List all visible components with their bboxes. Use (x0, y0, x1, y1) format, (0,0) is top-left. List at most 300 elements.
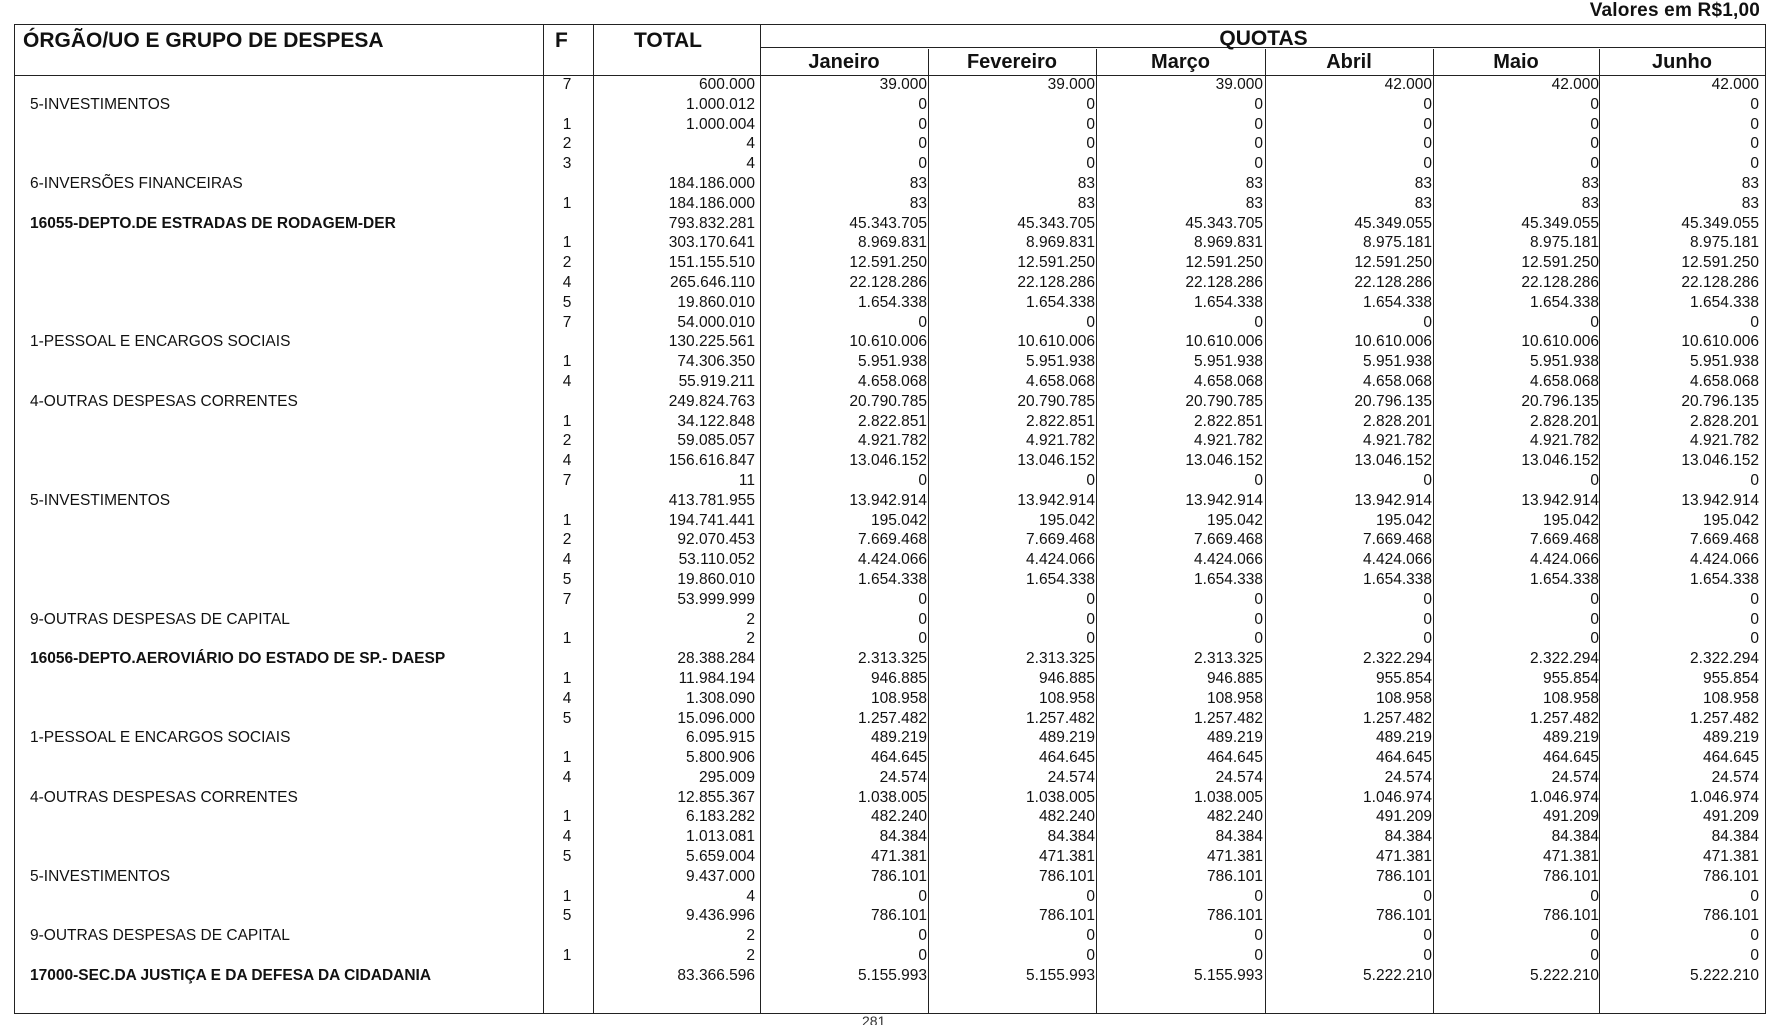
row-quota-maio: 0 (1590, 927, 1599, 945)
row-quota-abril: 20.796.135 (1354, 392, 1432, 410)
row-quota-abril: 1.257.482 (1363, 709, 1432, 727)
row-quota-março: 0 (1254, 887, 1263, 905)
row-total: 34.122.848 (677, 412, 755, 430)
row-total: 92.070.453 (677, 531, 755, 549)
row-quota-abril: 0 (1423, 887, 1432, 905)
row-quota-junho: 0 (1750, 155, 1759, 173)
row-quota-abril: 108.958 (1375, 689, 1432, 707)
row-quota-março: 786.101 (1206, 867, 1263, 885)
table-row (15, 788, 1765, 808)
row-f: 1 (562, 194, 572, 212)
row-quota-abril: 8.975.181 (1363, 234, 1432, 252)
row-quota-janeiro: 10.610.006 (849, 333, 927, 351)
row-quota-fevereiro: 22.128.286 (1017, 273, 1095, 291)
row-quota-fevereiro: 39.000 (1047, 76, 1095, 93)
row-f: 2 (562, 531, 572, 549)
row-quota-março: 195.042 (1206, 511, 1263, 529)
row-total: 4 (746, 135, 755, 153)
row-quota-junho: 0 (1750, 887, 1759, 905)
row-quota-maio: 24.574 (1551, 768, 1599, 786)
row-quota-março: 5.951.938 (1194, 353, 1263, 371)
row-quota-maio: 8.975.181 (1530, 234, 1599, 252)
row-quota-junho: 84.384 (1711, 828, 1759, 846)
row-total: 295.009 (698, 768, 755, 786)
row-quota-abril: 195.042 (1375, 511, 1432, 529)
row-quota-junho: 0 (1750, 630, 1759, 648)
row-quota-maio: 4.424.066 (1530, 551, 1599, 569)
row-quota-maio: 0 (1590, 887, 1599, 905)
row-quota-fevereiro: 10.610.006 (1017, 333, 1095, 351)
table-row (15, 174, 1765, 194)
row-quota-janeiro: 24.574 (879, 768, 927, 786)
row-total: 249.824.763 (668, 392, 755, 410)
row-quota-fevereiro: 12.591.250 (1017, 254, 1095, 272)
row-quota-fevereiro: 4.424.066 (1026, 551, 1095, 569)
row-quota-maio: 4.921.782 (1530, 432, 1599, 450)
row-quota-maio: 786.101 (1542, 907, 1599, 925)
row-quota-junho: 22.128.286 (1681, 273, 1759, 291)
row-quota-maio: 2.828.201 (1530, 412, 1599, 430)
row-quota-janeiro: 1.257.482 (858, 709, 927, 727)
row-quota-junho: 24.574 (1711, 768, 1759, 786)
row-quota-março: 39.000 (1215, 76, 1263, 93)
row-quota-março: 0 (1254, 590, 1263, 608)
row-quota-abril: 0 (1423, 135, 1432, 153)
row-quota-junho: 471.381 (1702, 848, 1759, 866)
row-quota-fevereiro: 108.958 (1038, 689, 1095, 707)
row-total: 6.095.915 (686, 729, 755, 747)
row-quota-abril: 83 (1414, 174, 1432, 192)
row-total: 53.999.999 (677, 590, 755, 608)
row-quota-maio: 0 (1590, 947, 1599, 965)
row-quota-janeiro: 464.645 (870, 749, 927, 767)
row-quota-janeiro: 5.155.993 (858, 966, 927, 984)
row-quota-março: 83 (1245, 174, 1263, 192)
row-quota-março: 84.384 (1215, 828, 1263, 846)
row-quota-junho: 5.951.938 (1690, 353, 1759, 371)
row-quota-junho: 0 (1750, 313, 1759, 331)
row-quota-março: 482.240 (1206, 808, 1263, 826)
row-total: 9.437.000 (686, 867, 755, 885)
row-quota-maio: 0 (1590, 155, 1599, 173)
row-quota-junho: 464.645 (1702, 749, 1759, 767)
row-quota-abril: 0 (1423, 95, 1432, 113)
table-body (15, 75, 1765, 986)
row-f: 3 (562, 155, 572, 173)
table-row (15, 451, 1765, 471)
row-quota-abril: 5.222.210 (1363, 966, 1432, 984)
row-f: 4 (562, 452, 572, 470)
row-quota-janeiro: 13.046.152 (849, 452, 927, 470)
row-quota-abril: 13.046.152 (1354, 452, 1432, 470)
row-quota-abril: 42.000 (1384, 76, 1432, 93)
row-quota-maio: 489.219 (1542, 729, 1599, 747)
row-quota-janeiro: 786.101 (870, 907, 927, 925)
row-quota-janeiro: 39.000 (879, 76, 927, 93)
row-quota-março: 8.969.831 (1194, 234, 1263, 252)
table-row (15, 115, 1765, 135)
row-f: 1 (562, 511, 572, 529)
row-total: 1.000.012 (686, 95, 755, 113)
row-quota-janeiro: 45.343.705 (849, 214, 927, 232)
row-quota-março: 1.654.338 (1194, 293, 1263, 311)
row-quota-janeiro: 482.240 (870, 808, 927, 826)
row-total: 28.388.284 (677, 650, 755, 668)
row-f: 2 (562, 432, 572, 450)
row-quota-janeiro: 0 (918, 630, 927, 648)
row-quota-fevereiro: 0 (1086, 155, 1095, 173)
row-total: 9.436.996 (686, 907, 755, 925)
row-quota-abril: 489.219 (1375, 729, 1432, 747)
row-total: 265.646.110 (669, 273, 755, 291)
row-quota-maio: 1.654.338 (1530, 293, 1599, 311)
row-quota-abril: 0 (1423, 313, 1432, 331)
row-quota-maio: 83 (1581, 194, 1599, 212)
header-month-janeiro: Janeiro (808, 51, 880, 73)
row-quota-março: 0 (1254, 927, 1263, 945)
row-quota-abril: 4.658.068 (1363, 372, 1432, 390)
table-row (15, 669, 1765, 689)
row-quota-fevereiro: 786.101 (1038, 907, 1095, 925)
row-total: 184.186.000 (668, 174, 755, 192)
row-total: 12.855.367 (677, 788, 755, 806)
row-quota-março: 22.128.286 (1185, 273, 1263, 291)
row-label: 5-INVESTIMENTOS (30, 867, 171, 885)
row-quota-fevereiro: 786.101 (1038, 867, 1095, 885)
row-quota-março: 489.219 (1206, 729, 1263, 747)
row-quota-fevereiro: 0 (1086, 471, 1095, 489)
row-quota-abril: 2.828.201 (1363, 412, 1432, 430)
row-quota-março: 4.424.066 (1194, 551, 1263, 569)
row-quota-junho: 7.669.468 (1690, 531, 1759, 549)
row-f: 1 (562, 887, 572, 905)
row-quota-janeiro: 8.969.831 (858, 234, 927, 252)
row-quota-junho: 2.322.294 (1690, 650, 1759, 668)
row-quota-junho: 4.658.068 (1690, 372, 1759, 390)
row-total: 6.183.282 (686, 808, 755, 826)
row-total: 156.616.847 (668, 452, 755, 470)
row-quota-abril: 0 (1423, 155, 1432, 173)
table-row (15, 273, 1765, 293)
table-row (15, 233, 1765, 253)
row-quota-fevereiro: 13.046.152 (1017, 452, 1095, 470)
row-f: 4 (562, 689, 572, 707)
row-total: 19.860.010 (677, 570, 755, 588)
row-quota-junho: 13.046.152 (1681, 452, 1759, 470)
table-row (15, 530, 1765, 550)
row-quota-fevereiro: 83 (1077, 194, 1095, 212)
table-row (15, 768, 1765, 788)
row-quota-junho: 0 (1750, 135, 1759, 153)
row-quota-fevereiro: 83 (1077, 174, 1095, 192)
row-label: 4-OUTRAS DESPESAS CORRENTES (30, 392, 298, 410)
table-row (15, 75, 1765, 95)
row-quota-janeiro: 7.669.468 (858, 531, 927, 549)
row-quota-janeiro: 0 (918, 115, 927, 133)
row-quota-janeiro: 489.219 (870, 729, 927, 747)
table-row (15, 748, 1765, 768)
row-quota-junho: 1.654.338 (1690, 293, 1759, 311)
row-quota-abril: 0 (1423, 630, 1432, 648)
row-quota-maio: 10.610.006 (1521, 333, 1599, 351)
row-quota-março: 7.669.468 (1194, 531, 1263, 549)
row-quota-fevereiro: 1.038.005 (1026, 788, 1095, 806)
row-quota-março: 1.654.338 (1194, 570, 1263, 588)
row-total: 4 (746, 887, 755, 905)
row-quota-março: 946.885 (1206, 669, 1263, 687)
header-month-junho: Junho (1652, 51, 1712, 73)
row-quota-junho: 0 (1750, 947, 1759, 965)
row-quota-maio: 0 (1590, 630, 1599, 648)
table-row (15, 392, 1765, 412)
row-total: 74.306.350 (677, 353, 755, 371)
row-quota-fevereiro: 0 (1086, 135, 1095, 153)
row-quota-abril: 1.046.974 (1363, 788, 1432, 806)
row-quota-janeiro: 22.128.286 (849, 273, 927, 291)
row-quota-abril: 0 (1423, 947, 1432, 965)
row-quota-maio: 471.381 (1542, 848, 1599, 866)
row-total: 53.110.052 (678, 551, 755, 569)
row-quota-março: 0 (1254, 610, 1263, 628)
table-row (15, 629, 1765, 649)
row-quota-junho: 1.654.338 (1690, 570, 1759, 588)
row-quota-maio: 5.951.938 (1530, 353, 1599, 371)
header-total: TOTAL (633, 29, 703, 52)
row-f: 1 (562, 234, 572, 252)
row-total: 5.800.906 (686, 749, 755, 767)
row-quota-fevereiro: 5.155.993 (1026, 966, 1095, 984)
row-f: 5 (562, 570, 572, 588)
row-label: 6-INVERSÕES FINANCEIRAS (30, 174, 243, 192)
row-quota-janeiro: 471.381 (870, 848, 927, 866)
row-quota-junho: 8.975.181 (1690, 234, 1759, 252)
row-total: 600.000 (698, 76, 755, 93)
row-quota-maio: 2.322.294 (1530, 650, 1599, 668)
row-quota-março: 45.343.705 (1185, 214, 1263, 232)
row-quota-abril: 2.322.294 (1363, 650, 1432, 668)
table-row (15, 154, 1765, 174)
row-quota-fevereiro: 8.969.831 (1026, 234, 1095, 252)
row-f: 5 (562, 709, 572, 727)
row-f: 5 (562, 848, 572, 866)
table-row (15, 412, 1765, 432)
row-quota-março: 83 (1245, 194, 1263, 212)
row-quota-junho: 83 (1741, 194, 1759, 212)
table-row (15, 649, 1765, 669)
row-quota-março: 464.645 (1206, 749, 1263, 767)
row-quota-março: 0 (1254, 947, 1263, 965)
row-f: 1 (562, 115, 572, 133)
row-quota-maio: 0 (1590, 590, 1599, 608)
row-label: 5-INVESTIMENTOS (30, 491, 171, 509)
row-total: 2 (746, 610, 755, 628)
table-row (15, 471, 1765, 491)
row-total: 83.366.596 (677, 966, 755, 984)
row-quota-maio: 1.654.338 (1530, 570, 1599, 588)
row-quota-junho: 5.222.210 (1690, 966, 1759, 984)
row-quota-junho: 0 (1750, 927, 1759, 945)
table-row (15, 926, 1765, 946)
row-total: 54.000.010 (677, 313, 755, 331)
row-quota-maio: 0 (1590, 95, 1599, 113)
row-quota-fevereiro: 0 (1086, 927, 1095, 945)
row-f: 1 (562, 353, 572, 371)
row-quota-março: 0 (1254, 313, 1263, 331)
row-quota-abril: 13.942.914 (1354, 491, 1432, 509)
row-label: 4-OUTRAS DESPESAS CORRENTES (30, 788, 298, 806)
row-quota-junho: 108.958 (1702, 689, 1759, 707)
row-quota-maio: 0 (1590, 313, 1599, 331)
row-quota-maio: 491.209 (1542, 808, 1599, 826)
row-quota-maio: 7.669.468 (1530, 531, 1599, 549)
row-quota-junho: 2.828.201 (1690, 412, 1759, 430)
table-row (15, 887, 1765, 907)
row-quota-junho: 45.349.055 (1681, 214, 1759, 232)
row-quota-fevereiro: 1.654.338 (1026, 293, 1095, 311)
row-quota-janeiro: 4.424.066 (858, 551, 927, 569)
row-total: 1.013.081 (686, 828, 755, 846)
row-quota-fevereiro: 20.790.785 (1017, 392, 1095, 410)
row-quota-junho: 20.796.135 (1681, 392, 1759, 410)
row-quota-janeiro: 13.942.914 (849, 491, 927, 509)
row-total: 184.186.000 (668, 194, 755, 212)
row-quota-março: 4.921.782 (1194, 432, 1263, 450)
row-label: 5-INVESTIMENTOS (30, 95, 171, 113)
row-total: 2 (746, 927, 755, 945)
row-total: 2 (746, 947, 755, 965)
row-quota-fevereiro: 0 (1086, 115, 1095, 133)
row-quota-maio: 83 (1581, 174, 1599, 192)
row-quota-abril: 10.610.006 (1354, 333, 1432, 351)
row-quota-junho: 955.854 (1702, 669, 1759, 687)
row-quota-março: 471.381 (1206, 848, 1263, 866)
table-row (15, 511, 1765, 531)
row-quota-fevereiro: 0 (1086, 610, 1095, 628)
row-quota-janeiro: 1.654.338 (858, 570, 927, 588)
row-quota-janeiro: 5.951.938 (858, 353, 927, 371)
row-quota-março: 0 (1254, 135, 1263, 153)
row-quota-maio: 13.046.152 (1521, 452, 1599, 470)
table-row (15, 689, 1765, 709)
row-quota-março: 0 (1254, 471, 1263, 489)
header-orgao: ÓRGÃO/UO E GRUPO DE DESPESA (23, 29, 384, 52)
row-quota-março: 2.822.851 (1194, 412, 1263, 430)
row-quota-maio: 1.257.482 (1530, 709, 1599, 727)
row-label: 16056-DEPTO.AEROVIÁRIO DO ESTADO DE SP.- DAESP (30, 650, 446, 668)
table-row (15, 491, 1765, 511)
table-row (15, 610, 1765, 630)
row-quota-junho: 195.042 (1702, 511, 1759, 529)
row-f: 4 (562, 551, 572, 569)
row-quota-março: 24.574 (1215, 768, 1263, 786)
table-row (15, 332, 1765, 352)
row-f: 7 (562, 590, 572, 608)
row-quota-janeiro: 0 (918, 927, 927, 945)
row-quota-maio: 22.128.286 (1521, 273, 1599, 291)
header-month-maio: Maio (1493, 51, 1539, 73)
table-row (15, 253, 1765, 273)
row-total: 1.000.004 (686, 115, 755, 133)
row-f: 4 (562, 372, 572, 390)
row-quota-fevereiro: 489.219 (1038, 729, 1095, 747)
row-quota-junho: 1.257.482 (1690, 709, 1759, 727)
row-quota-março: 2.313.325 (1194, 650, 1263, 668)
row-label: 17000-SEC.DA JUSTIÇA E DA DEFESA DA CIDADANIA (30, 966, 432, 984)
row-quota-maio: 0 (1590, 135, 1599, 153)
row-quota-março: 1.257.482 (1194, 709, 1263, 727)
row-quota-janeiro: 0 (918, 610, 927, 628)
row-quota-março: 13.942.914 (1185, 491, 1263, 509)
row-quota-junho: 0 (1750, 590, 1759, 608)
table-row (15, 134, 1765, 154)
row-quota-abril: 0 (1423, 590, 1432, 608)
row-quota-fevereiro: 84.384 (1047, 828, 1095, 846)
row-quota-maio: 20.796.135 (1521, 392, 1599, 410)
page-number: 281 (862, 1013, 886, 1025)
row-quota-abril: 491.209 (1375, 808, 1432, 826)
row-quota-maio: 84.384 (1551, 828, 1599, 846)
row-quota-abril: 955.854 (1375, 669, 1432, 687)
row-label: 1-PESSOAL E ENCARGOS SOCIAIS (30, 333, 291, 351)
row-f: 5 (562, 907, 572, 925)
row-quota-março: 0 (1254, 155, 1263, 173)
row-quota-janeiro: 0 (918, 313, 927, 331)
row-quota-janeiro: 1.654.338 (858, 293, 927, 311)
table-row (15, 867, 1765, 887)
row-quota-janeiro: 0 (918, 135, 927, 153)
row-f: 2 (562, 135, 572, 153)
row-quota-janeiro: 83 (909, 194, 927, 212)
row-quota-abril: 786.101 (1375, 907, 1432, 925)
row-quota-abril: 0 (1423, 927, 1432, 945)
row-quota-fevereiro: 7.669.468 (1026, 531, 1095, 549)
row-f: 7 (562, 313, 572, 331)
row-quota-fevereiro: 2.822.851 (1026, 412, 1095, 430)
row-f: 1 (562, 630, 572, 648)
header-month-abril: Abril (1326, 51, 1372, 73)
row-quota-junho: 10.610.006 (1681, 333, 1759, 351)
table-row (15, 194, 1765, 214)
table-row (15, 590, 1765, 610)
row-f: 7 (562, 471, 572, 489)
table-row (15, 95, 1765, 115)
row-quota-maio: 13.942.914 (1521, 491, 1599, 509)
row-f: 1 (562, 412, 572, 430)
table-row (15, 807, 1765, 827)
row-total: 11 (738, 471, 755, 489)
row-quota-abril: 1.654.338 (1363, 293, 1432, 311)
table-row (15, 946, 1765, 966)
row-quota-fevereiro: 464.645 (1038, 749, 1095, 767)
row-total: 4 (746, 155, 755, 173)
row-quota-maio: 108.958 (1542, 689, 1599, 707)
row-label: 1-PESSOAL E ENCARGOS SOCIAIS (30, 729, 291, 747)
row-quota-março: 0 (1254, 630, 1263, 648)
row-quota-junho: 0 (1750, 610, 1759, 628)
row-quota-fevereiro: 1.654.338 (1026, 570, 1095, 588)
row-quota-junho: 0 (1750, 115, 1759, 133)
row-quota-abril: 45.349.055 (1354, 214, 1432, 232)
row-quota-junho: 0 (1750, 95, 1759, 113)
values-unit-note: Valores em R$1,00 (1589, 0, 1760, 21)
table-row (15, 214, 1765, 234)
row-label: 9-OUTRAS DESPESAS DE CAPITAL (30, 927, 290, 945)
row-quota-janeiro: 0 (918, 95, 927, 113)
row-quota-janeiro: 2.313.325 (858, 650, 927, 668)
row-quota-maio: 42.000 (1551, 76, 1599, 93)
row-quota-março: 108.958 (1206, 689, 1263, 707)
row-quota-fevereiro: 195.042 (1038, 511, 1095, 529)
